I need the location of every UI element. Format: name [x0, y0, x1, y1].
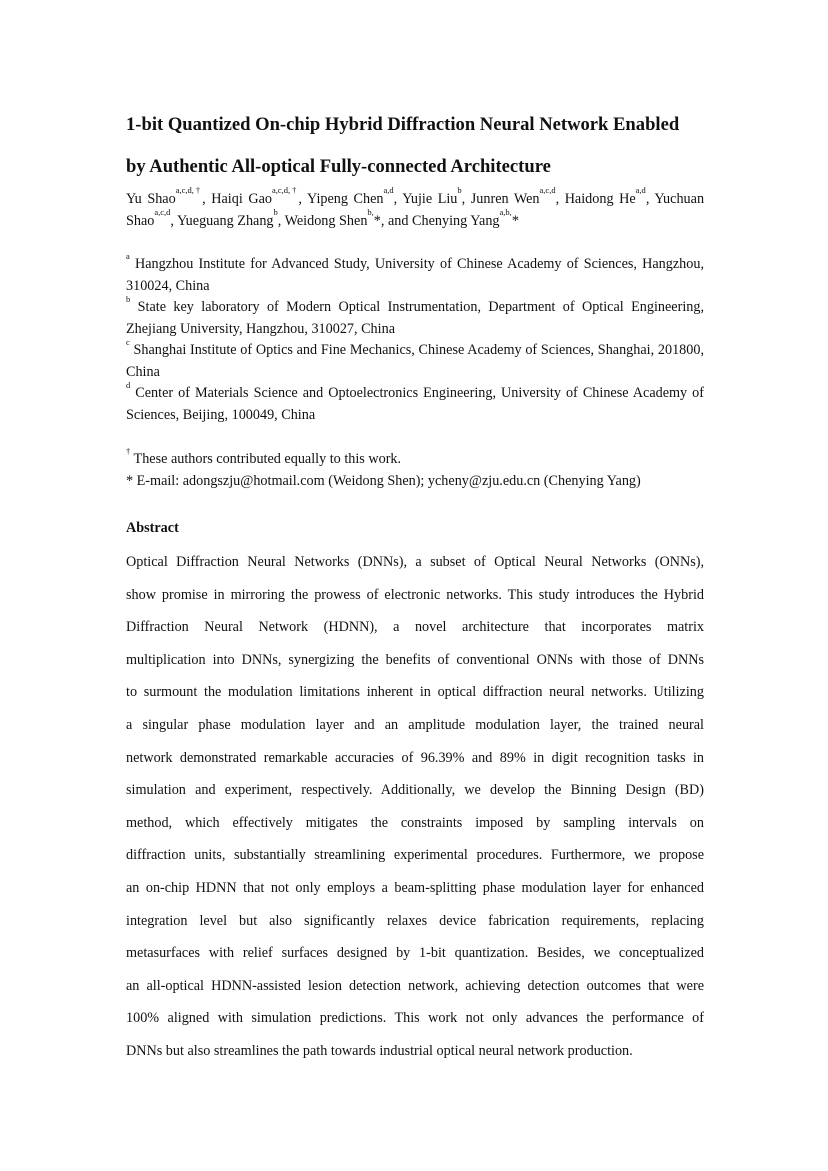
abstract-line: multiplication into DNNs, synergizing the benefits of conventional ONNs with those of DNNs: [126, 651, 704, 668]
equal-contribution-note: † These authors contributed equally to this work.: [126, 446, 402, 467]
paper-title-line-1: 1-bit Quantized On-chip Hybrid Diffraction Neural Network Enabled: [126, 114, 680, 135]
abstract-line: to surmount the modulation limitations inherent in optical diffraction neural networks. Utilizing: [126, 684, 704, 701]
abstract-heading: Abstract: [126, 520, 179, 536]
abstract-line: an on-chip HDNN that not only employs a beam-splitting phase modulation layer for enhanced: [126, 879, 704, 896]
abstract-line: method, which effectively mitigates the constraints imposed by sampling intervals on: [126, 814, 704, 831]
author: Yueguang Zhang$^b$,: [177, 207, 285, 229]
abstract-line: DNNs but also streamlines the path towards industrial optical neural network production.: [126, 1042, 633, 1059]
author-list: [126, 185, 705, 232]
abstract-line: a singular phase modulation layer and an amplitude modulation layer, the trained neural: [126, 716, 704, 733]
author: Junren Wen$^{a,c,d}$,: [470, 185, 565, 207]
author: Yujie Liu$^b$,: [402, 185, 471, 207]
abstract-line: metasurfaces with relief surfaces designed by 1-bit quantization. Besides, we conceptualized: [126, 945, 704, 962]
affiliation: $^b$ State key laboratory of Modern Optical Instrumentation, Department of Optical Engineering, Zhejiang University, Hangzhou, 310027, China: [126, 294, 704, 337]
paper-title-line-2: by Authentic All-optical Fully-connected Architecture: [126, 156, 551, 177]
abstract-line: 100% aligned with simulation predictions. This work not only advances the performance of: [126, 1010, 704, 1027]
affiliation: $^c$ Shanghai Institute of Optics and Fine Mechanics, Chinese Academy of Sciences, Shanghai, 201800, China: [126, 337, 704, 380]
author: Yuchuan Shao$^{a,c,d}$,: [126, 191, 705, 229]
author: Yipeng Chen$^{a,d}$,: [306, 185, 403, 207]
affiliation-list: [126, 251, 704, 426]
author-notes: [126, 446, 704, 492]
abstract-line: integration level but also significantly relaxes device fabrication requirements, replacing: [126, 912, 704, 929]
abstract-line: network demonstrated remarkable accuracies of 96.39% and 89% in digit recognition tasks in: [126, 749, 704, 766]
author: Haiqi Gao$^{a,c,d,\dagger}$,: [211, 185, 307, 207]
affiliation: $^a$ Hangzhou Institute for Advanced Study, University of Chinese Academy of Sciences, Hangzhou, 310024, China: [126, 251, 704, 294]
abstract-line: Optical Diffraction Neural Networks (DNNs), a subset of Optical Neural Networks (ONNs),: [126, 554, 704, 570]
abstract-line: Diffraction Neural Network (HDNN), a novel architecture that incorporates matrix: [126, 619, 704, 636]
author: Chenying Yang$^{a,b,}$*: [412, 207, 519, 229]
author: Yu Shao$^{a,c,d,\dagger}$,: [126, 185, 212, 207]
abstract-line: simulation and experiment, respectively. Additionally, we develop the Binning Design (BD): [126, 782, 704, 799]
abstract-body: [126, 546, 704, 1068]
author: Weidong Shen$^{b,}$*, and: [284, 207, 413, 229]
abstract-line: show promise in mirroring the prowess of electronic networks. This study introduces the Hybrid: [126, 586, 704, 603]
author: Haidong He$^{a,d}$,: [564, 185, 655, 207]
abstract-line: an all-optical HDNN-assisted lesion detection network, achieving detection outcomes that were: [126, 977, 704, 994]
email-note: * E-mail: adongszju@hotmail.com (Weidong Shen); ycheny@zju.edu.cn (Chenying Yang): [126, 472, 641, 489]
affiliation: $^d$ Center of Materials Science and Optoelectronics Engineering, University of Chinese Academy of Sciences, Beijing, 100049, China: [126, 380, 704, 423]
abstract-line: diffraction units, substantially streamlining experimental procedures. Furthermore, we propose: [126, 847, 704, 864]
